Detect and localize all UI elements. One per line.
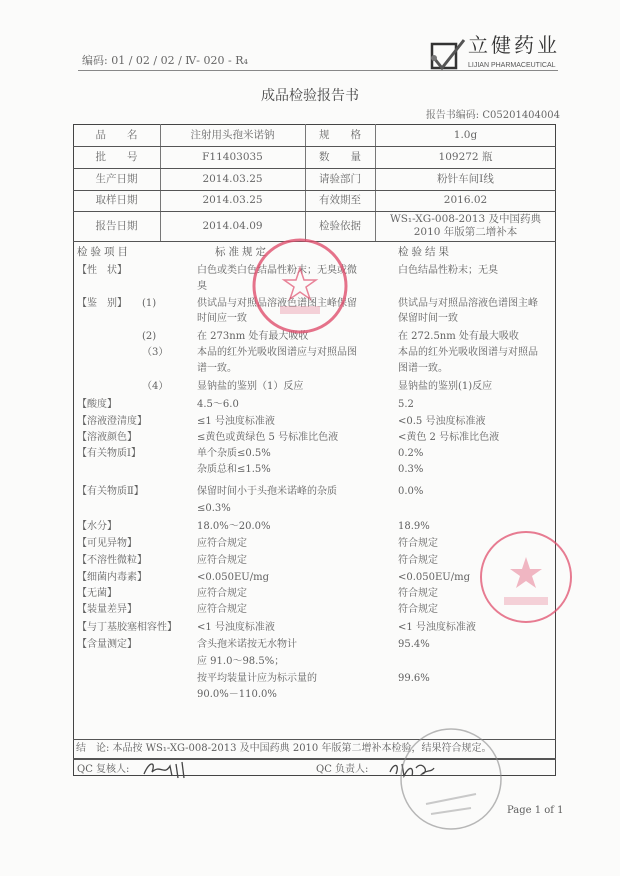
info-label: 检验依据 (319, 219, 361, 232)
test-item: 【溶液颜色】 (77, 432, 137, 443)
test-standard: 按平均装量计应为标示量的 (197, 673, 317, 684)
test-item: 【性 状】 (77, 265, 127, 276)
test-standard: 应符合规定 (197, 588, 247, 599)
test-standard: 保留时间小于头孢米诺峰的杂质 (197, 486, 337, 497)
test-result: 本品的红外光吸收图谱与对照品 (398, 347, 538, 358)
test-item: 【有关物质Ⅰ】 (77, 448, 141, 459)
page-indicator: Page 1 of 1 (507, 805, 564, 816)
test-item: 【有关物质Ⅱ】 (77, 486, 144, 497)
info-value: WS₁-XG-008-2013 及中国药典 2010 年版第二增补本 (389, 213, 542, 238)
test-result: 保留时间一致 (398, 313, 458, 324)
test-standard: 谱一致。 (197, 363, 237, 374)
test-result: 显钠盐的鉴别(1)反应 (398, 381, 493, 392)
test-item: 【细菌内毒素】 (77, 572, 147, 583)
test-result: 符合规定 (398, 588, 438, 599)
report-title: 成品检验报告书 (261, 88, 359, 104)
test-result: <0.5 号浊度标准液 (398, 416, 486, 427)
test-standard: ≤1 号浊度标准液 (197, 416, 275, 427)
test-item: 【不溶性微粒】 (77, 555, 147, 566)
test-standard: ≤黄色或黄绿色 5 号标准比色液 (197, 432, 339, 443)
test-result: <1 号浊度标准液 (398, 622, 476, 633)
logo-chinese-name: 立健药业 (468, 33, 560, 57)
test-standard: 4.5～6.0 (197, 399, 239, 410)
info-value: 109272 瓶 (438, 150, 493, 163)
test-item: 【含量测定】 (77, 639, 137, 650)
test-result: 符合规定 (398, 538, 438, 549)
test-result: 白色结晶性粉末；无臭 (398, 265, 498, 276)
info-label: 规 格 (319, 128, 361, 141)
reviewer-label: QC 复核人: (77, 764, 130, 775)
test-result: 95.4% (398, 639, 430, 650)
test-result: 符合规定 (398, 555, 438, 566)
test-standard: 应符合规定 (197, 555, 247, 566)
test-sub-item: （3） (142, 347, 169, 358)
document-code: 编码: 01 / 02 / 02 / Ⅳ- 020 - R₄ (82, 54, 248, 67)
info-label: 报告日期 (95, 219, 138, 232)
qc-seal-stamp (476, 527, 576, 627)
info-value: 粉针车间Ⅰ线 (437, 172, 494, 185)
checkmark-logo-icon (428, 38, 466, 72)
test-standard: 应 91.0～98.5%； (197, 656, 285, 667)
test-standard: ≤0.3% (197, 503, 231, 514)
test-result: 0.2% (398, 448, 424, 459)
company-seal-stamp (250, 236, 350, 336)
test-standard: 18.0%～20.0% (197, 521, 271, 532)
column-header-result: 检验结果 (398, 246, 452, 258)
test-result: 18.9% (398, 521, 430, 532)
test-result: 在 272.5nm 处有最大吸收 (398, 331, 519, 342)
reviewer-signature (140, 758, 190, 780)
test-standard: <1 号浊度标准液 (197, 622, 275, 633)
test-result: 供试品与对照品溶液色谱图主峰 (398, 298, 538, 309)
info-value: 1.0g (453, 128, 478, 141)
info-value: 2014.04.09 (202, 219, 263, 232)
conclusion: 结 论: 本品按 WS₁-XG-008-2013 及中国药典 2010 年版第二增补本检验，结果符合规定。 (76, 743, 492, 754)
info-value: 注射用头孢米诺钠 (190, 128, 275, 141)
test-standard: 单个杂质≤0.5% (197, 448, 271, 459)
info-value: 2014.03.25 (202, 172, 263, 185)
info-label: 批 号 (95, 150, 138, 163)
info-label: 数 量 (319, 150, 361, 163)
test-standard: 臭 (197, 281, 207, 292)
info-label: 生产日期 (95, 172, 138, 185)
test-standard: 在 273nm 处有最大吸收 (197, 331, 309, 342)
test-result: 0.3% (398, 464, 424, 475)
test-item: 【可见异物】 (77, 538, 137, 549)
test-standard: 应符合规定 (197, 538, 247, 549)
test-standard: 显钠盐的鉴别（1）反应 (197, 381, 304, 392)
test-item: 【鉴 别】 (77, 298, 127, 309)
test-sub-item: (1) (142, 298, 157, 309)
test-item: 【溶液澄清度】 (77, 416, 147, 427)
test-item: 【无菌】 (77, 588, 117, 599)
info-label: 品 名 (95, 128, 138, 141)
inspection-report-seal-stamp (396, 724, 506, 834)
logo-english-name: LIJIAN PHARMACEUTICAL (468, 62, 556, 69)
test-standard: 含头孢米诺按无水物计 (197, 639, 297, 650)
test-result: 99.6% (398, 673, 430, 684)
test-standard: 白色或类白色结晶性粉末；无臭或微 (197, 265, 357, 276)
column-header-standard: 标准规定 (215, 246, 269, 258)
test-result: <黄色 2 号标准比色液 (398, 432, 500, 443)
test-standard: 应符合规定 (197, 604, 247, 615)
test-sub-item: (2) (142, 331, 157, 342)
test-standard: 供试品与对照品溶液色谱图主峰保留 (197, 298, 357, 309)
info-label: 有效期至 (319, 194, 361, 206)
test-sub-item: （4） (142, 381, 169, 392)
test-result: 5.2 (398, 399, 414, 410)
report-number: 报告书编码: C05201404004 (425, 110, 560, 121)
test-standard: 本品的红外光吸收图谱应与对照品图 (197, 347, 357, 358)
test-item: 【水分】 (77, 521, 117, 532)
test-standard: 时间应一致 (197, 313, 247, 324)
test-result: 符合规定 (398, 604, 438, 615)
info-label: 取样日期 (95, 194, 138, 206)
manager-label: QC 负责人: (316, 764, 369, 775)
test-standard: 90.0%－110.0% (197, 689, 277, 700)
info-value: 2016.02 (443, 194, 488, 206)
info-label: 请验部门 (319, 172, 361, 185)
company-logo (428, 34, 578, 74)
test-item: 【与丁基胶塞相容性】 (77, 622, 177, 633)
info-value: 2014.03.25 (202, 194, 263, 206)
column-header-item: 检验项目 (77, 246, 131, 258)
info-value: F11403035 (202, 150, 263, 163)
test-result: 0.0% (398, 486, 424, 497)
test-result: <0.050EU/mg (398, 572, 470, 583)
test-standard: 杂质总和≤1.5% (197, 464, 271, 475)
test-item: 【酸度】 (77, 399, 117, 410)
test-result: 图谱一致。 (398, 363, 448, 374)
test-standard: <0.050EU/mg (197, 572, 269, 583)
test-item: 【装量差异】 (77, 604, 137, 615)
